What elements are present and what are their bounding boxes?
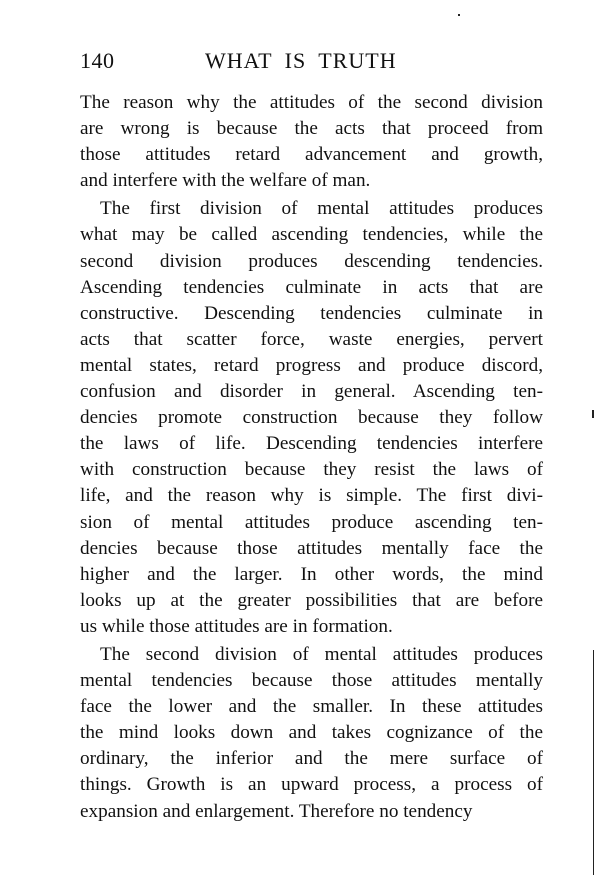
text-line: ordinary, the inferior and the mere surface of: [80, 748, 543, 770]
text-line: The first division of mental attitudes produces: [100, 198, 543, 220]
text-line: mental tendencies because those attitudes mentally: [80, 670, 543, 692]
text-line: The reason why the attitudes of the second division: [80, 92, 543, 113]
text-line: constructive. Descending tendencies culminate in: [80, 302, 543, 324]
scan-dust-mark: [592, 410, 594, 418]
text-line: the mind looks down and takes cognizance of the: [80, 722, 543, 744]
text-line: sion of mental attitudes produce ascending ten-: [80, 511, 543, 533]
page-body: [80, 90, 543, 825]
text-line: what may be called ascending tendencies, while the: [80, 224, 543, 246]
text-line: face the lower and the smaller. In these attitudes: [80, 696, 543, 718]
text-line: us while those attitudes are in formation.: [80, 615, 393, 637]
text-line: things. Growth is an upward process, a process of: [80, 774, 543, 796]
text-line: Ascending tendencies culminate in acts that are: [80, 276, 543, 298]
page-number: 140: [80, 48, 115, 73]
text-line: confusion and disorder in general. Ascending ten-: [80, 381, 543, 403]
text-line: acts that scatter force, waste energies, pervert: [80, 328, 543, 350]
text-line: expansion and enlargement. Therefore no tendency: [80, 800, 473, 822]
text-line: with construction because they resist the laws of: [80, 459, 543, 481]
text-line: dencies because those attitudes mentally face the: [80, 537, 543, 559]
text-line: are wrong is because the acts that proceed from: [80, 118, 543, 140]
text-line: The second division of mental attitudes produces: [100, 643, 543, 665]
text-line: dencies promote construction because they follow: [80, 407, 543, 429]
text-line: second division produces descending tendencies.: [80, 250, 543, 272]
scan-dust-mark: [458, 14, 460, 16]
scan-edge-mark: [593, 650, 594, 875]
paragraph: [80, 90, 543, 194]
text-line: life, and the reason why is simple. The first divi-: [80, 485, 543, 507]
text-line: looks up at the greater possibilities that are before: [80, 589, 543, 611]
paragraph: [80, 642, 543, 825]
text-line: mental states, retard progress and produce discord,: [80, 354, 543, 376]
text-line: higher and the larger. In other words, the mind: [80, 563, 543, 585]
text-line: those attitudes retard advancement and growth,: [80, 144, 543, 166]
text-line: and interfere with the welfare of man.: [80, 170, 371, 192]
paragraph: [80, 196, 543, 640]
text-line: the laws of life. Descending tendencies interfere: [80, 433, 543, 455]
running-title: WHAT IS TRUTH: [205, 48, 397, 73]
